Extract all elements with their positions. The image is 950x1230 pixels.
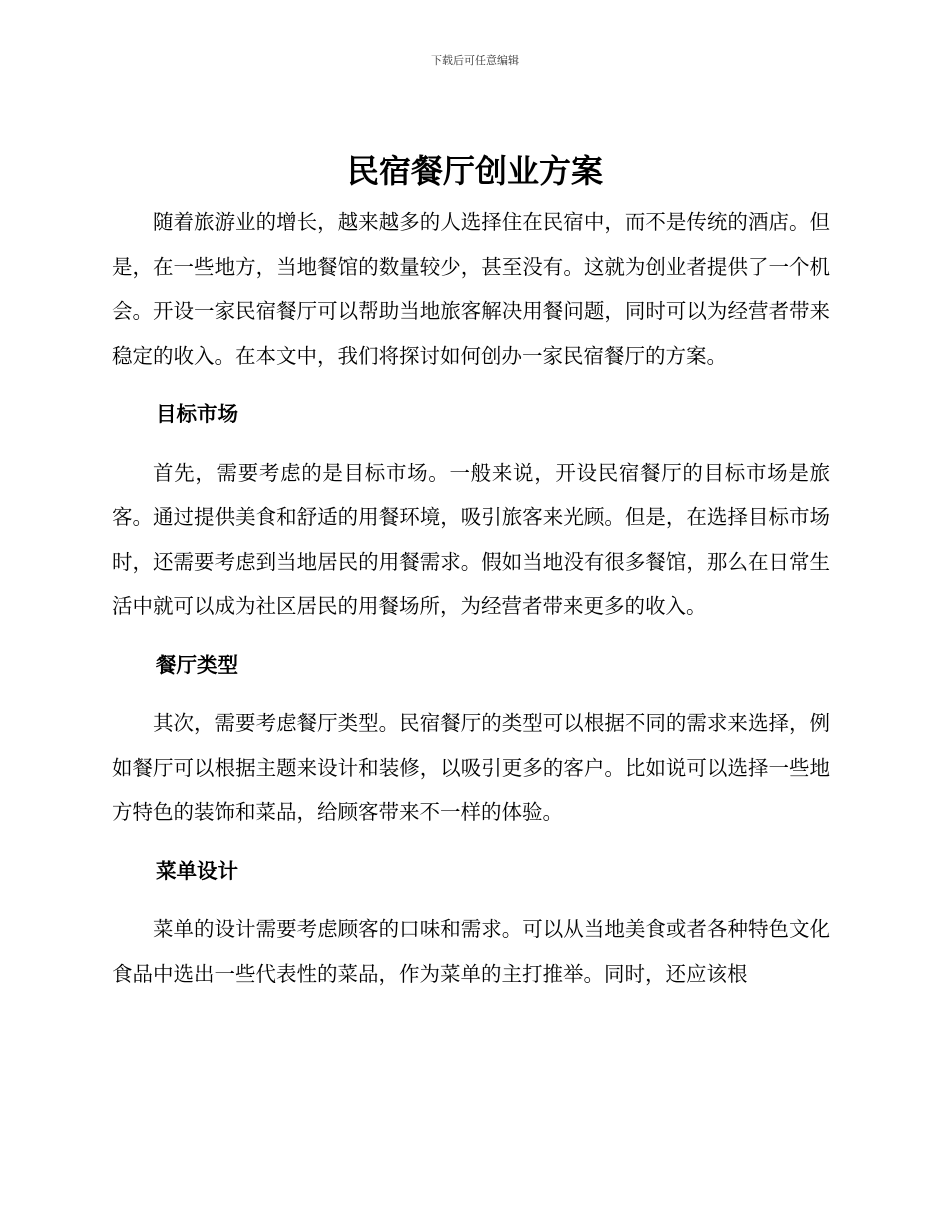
section-heading-restaurant-type: 餐厅类型 (156, 652, 238, 677)
intro-paragraph: 随着旅游业的增长，越来越多的人选择住在民宿中，而不是传统的酒店。但是，在一些地方，当地餐馆的数量较少，甚至没有。这就为创业者提供了一个机会。开设一家民宿餐厅可以帮助当地旅客解决用餐问题，同时可以为经营者带来稳定的收入。在本文中，我们将探讨如何创办一家民宿餐厅的方案。 (112, 210, 830, 368)
page-header-note: 下载后可任意编辑 (431, 54, 519, 67)
section-paragraph-target-market: 首先，需要考虑的是目标市场。一般来说，开设民宿餐厅的目标市场是旅客。通过提供美食和舒适的用餐环境，吸引旅客来光顾。但是，在选择目标市场时，还需要考虑到当地居民的用餐需求。假如当地没有很多餐馆，那么在日常生活中就可以成为社区居民的用餐场所，为经营者带来更多的收入。 (112, 460, 830, 618)
section-paragraph-restaurant-type: 其次，需要考虑餐厅类型。民宿餐厅的类型可以根据不同的需求来选择，例如餐厅可以根据主题来设计和装修，以吸引更多的客户。比如说可以选择一些地方特色的装饰和菜品，给顾客带来不一样的体验。 (112, 711, 830, 824)
document-body (112, 200, 830, 996)
section-paragraph-menu-design: 菜单的设计需要考虑顾客的口味和需求。可以从当地美食或者各种特色文化食品中选出一些代表性的菜品，作为菜单的主打推举。同时，还应该根 (112, 917, 830, 986)
section-heading-menu-design: 菜单设计 (156, 858, 238, 883)
section-heading-target-market: 目标市场 (156, 402, 238, 426)
document-title: 民宿餐厅创业方案 (346, 152, 603, 190)
